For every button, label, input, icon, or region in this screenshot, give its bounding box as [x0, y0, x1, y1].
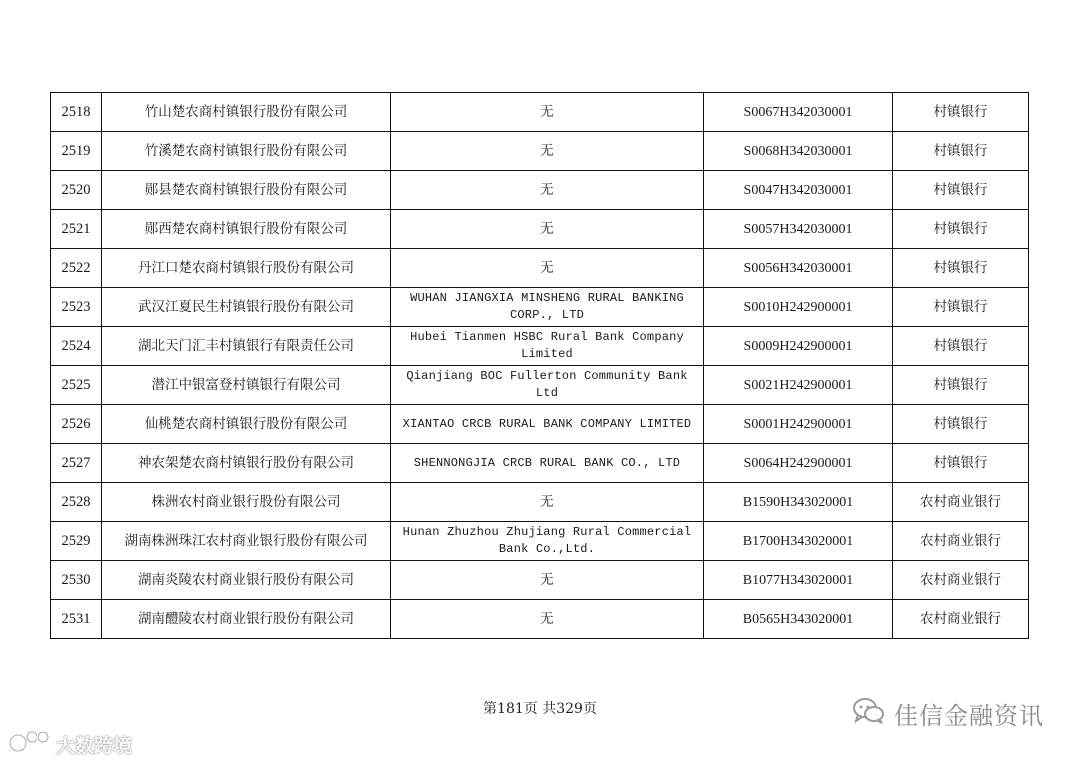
english-name: 无	[391, 561, 704, 600]
table-row	[51, 132, 1029, 171]
license-code: B1077H343020001	[704, 561, 893, 600]
row-number: 2529	[51, 522, 102, 561]
institution-type: 村镇银行	[893, 405, 1029, 444]
english-name: 无	[391, 93, 704, 132]
table-row	[51, 600, 1029, 639]
institution-type: 村镇银行	[893, 366, 1029, 405]
institution-type: 农村商业银行	[893, 522, 1029, 561]
license-code: S0001H242900001	[704, 405, 893, 444]
english-name: 无	[391, 483, 704, 522]
table-row	[51, 522, 1029, 561]
table-row	[51, 327, 1029, 366]
english-name: WUHAN JIANGXIA MINSHENG RURAL BANKING CORP., LTD	[391, 288, 704, 327]
table-body	[51, 93, 1029, 639]
institution-type: 村镇银行	[893, 249, 1029, 288]
wechat-account-name: 佳信金融资讯	[894, 702, 1044, 730]
bank-name: 武汉江夏民生村镇银行股份有限公司	[102, 288, 391, 327]
english-name: Hubei Tianmen HSBC Rural Bank Company Limited	[391, 327, 704, 366]
site-watermark-text: 大数跨境	[56, 735, 133, 757]
bank-name: 神农架楚农商村镇银行股份有限公司	[102, 444, 391, 483]
english-name: Hunan Zhuzhou Zhujiang Rural Commercial Bank Co.,Ltd.	[391, 522, 704, 561]
english-name: 无	[391, 249, 704, 288]
row-number: 2522	[51, 249, 102, 288]
bank-name: 丹江口楚农商村镇银行股份有限公司	[102, 249, 391, 288]
row-number: 2521	[51, 210, 102, 249]
bank-name: 湖南株洲珠江农村商业银行股份有限公司	[102, 522, 391, 561]
wechat-watermark	[852, 696, 1044, 731]
institution-type: 农村商业银行	[893, 600, 1029, 639]
bank-name: 郧西楚农商村镇银行股份有限公司	[102, 210, 391, 249]
row-number: 2531	[51, 600, 102, 639]
row-number: 2520	[51, 171, 102, 210]
table-row	[51, 93, 1029, 132]
english-name: SHENNONGJIA CRCB RURAL BANK CO., LTD	[391, 444, 704, 483]
row-number: 2525	[51, 366, 102, 405]
bank-name: 湖南炎陵农村商业银行股份有限公司	[102, 561, 391, 600]
bank-name: 潜江中银富登村镇银行有限公司	[102, 366, 391, 405]
table-row	[51, 288, 1029, 327]
row-number: 2518	[51, 93, 102, 132]
row-number: 2530	[51, 561, 102, 600]
institution-type: 村镇银行	[893, 288, 1029, 327]
license-code: S0021H242900001	[704, 366, 893, 405]
table-row	[51, 249, 1029, 288]
license-code: S0067H342030001	[704, 93, 893, 132]
license-code: S0057H342030001	[704, 210, 893, 249]
wechat-icon	[852, 697, 886, 731]
row-number: 2523	[51, 288, 102, 327]
english-name: 无	[391, 171, 704, 210]
row-number: 2527	[51, 444, 102, 483]
license-code: S0064H242900001	[704, 444, 893, 483]
institution-type: 村镇银行	[893, 327, 1029, 366]
license-code: S0009H242900001	[704, 327, 893, 366]
page-number: 第181页 共329页	[483, 701, 597, 717]
table-row	[51, 561, 1029, 600]
bank-name: 竹溪楚农商村镇银行股份有限公司	[102, 132, 391, 171]
english-name: XIANTAO CRCB RURAL BANK COMPANY LIMITED	[391, 405, 704, 444]
english-name: 无	[391, 210, 704, 249]
row-number: 2528	[51, 483, 102, 522]
table-row	[51, 405, 1029, 444]
institution-type: 农村商业银行	[893, 561, 1029, 600]
row-number: 2519	[51, 132, 102, 171]
bank-name: 郧县楚农商村镇银行股份有限公司	[102, 171, 391, 210]
row-number: 2526	[51, 405, 102, 444]
table-row	[51, 483, 1029, 522]
bank-name: 竹山楚农商村镇银行股份有限公司	[102, 93, 391, 132]
table-row	[51, 210, 1029, 249]
license-code: B1700H343020001	[704, 522, 893, 561]
license-code: S0056H342030001	[704, 249, 893, 288]
institution-type: 村镇银行	[893, 171, 1029, 210]
row-number: 2524	[51, 327, 102, 366]
table-row	[51, 171, 1029, 210]
bank-name: 仙桃楚农商村镇银行股份有限公司	[102, 405, 391, 444]
license-code: B1590H343020001	[704, 483, 893, 522]
english-name: 无	[391, 132, 704, 171]
license-code: S0068H342030001	[704, 132, 893, 171]
english-name: Qianjiang BOC Fullerton Community Bank Ltd	[391, 366, 704, 405]
english-name: 无	[391, 600, 704, 639]
license-code: S0047H342030001	[704, 171, 893, 210]
license-code: B0565H343020001	[704, 600, 893, 639]
logo-icon	[8, 728, 52, 761]
table-row	[51, 366, 1029, 405]
institution-type: 村镇银行	[893, 132, 1029, 171]
institution-type: 村镇银行	[893, 93, 1029, 132]
bank-name: 湖南醴陵农村商业银行股份有限公司	[102, 600, 391, 639]
institution-type: 农村商业银行	[893, 483, 1029, 522]
institution-type: 村镇银行	[893, 444, 1029, 483]
bank-name: 湖北天门汇丰村镇银行有限责任公司	[102, 327, 391, 366]
site-watermark	[8, 728, 132, 761]
bank-name: 株洲农村商业银行股份有限公司	[102, 483, 391, 522]
institution-type: 村镇银行	[893, 210, 1029, 249]
bank-list-table	[50, 92, 1029, 639]
table-row	[51, 444, 1029, 483]
license-code: S0010H242900001	[704, 288, 893, 327]
